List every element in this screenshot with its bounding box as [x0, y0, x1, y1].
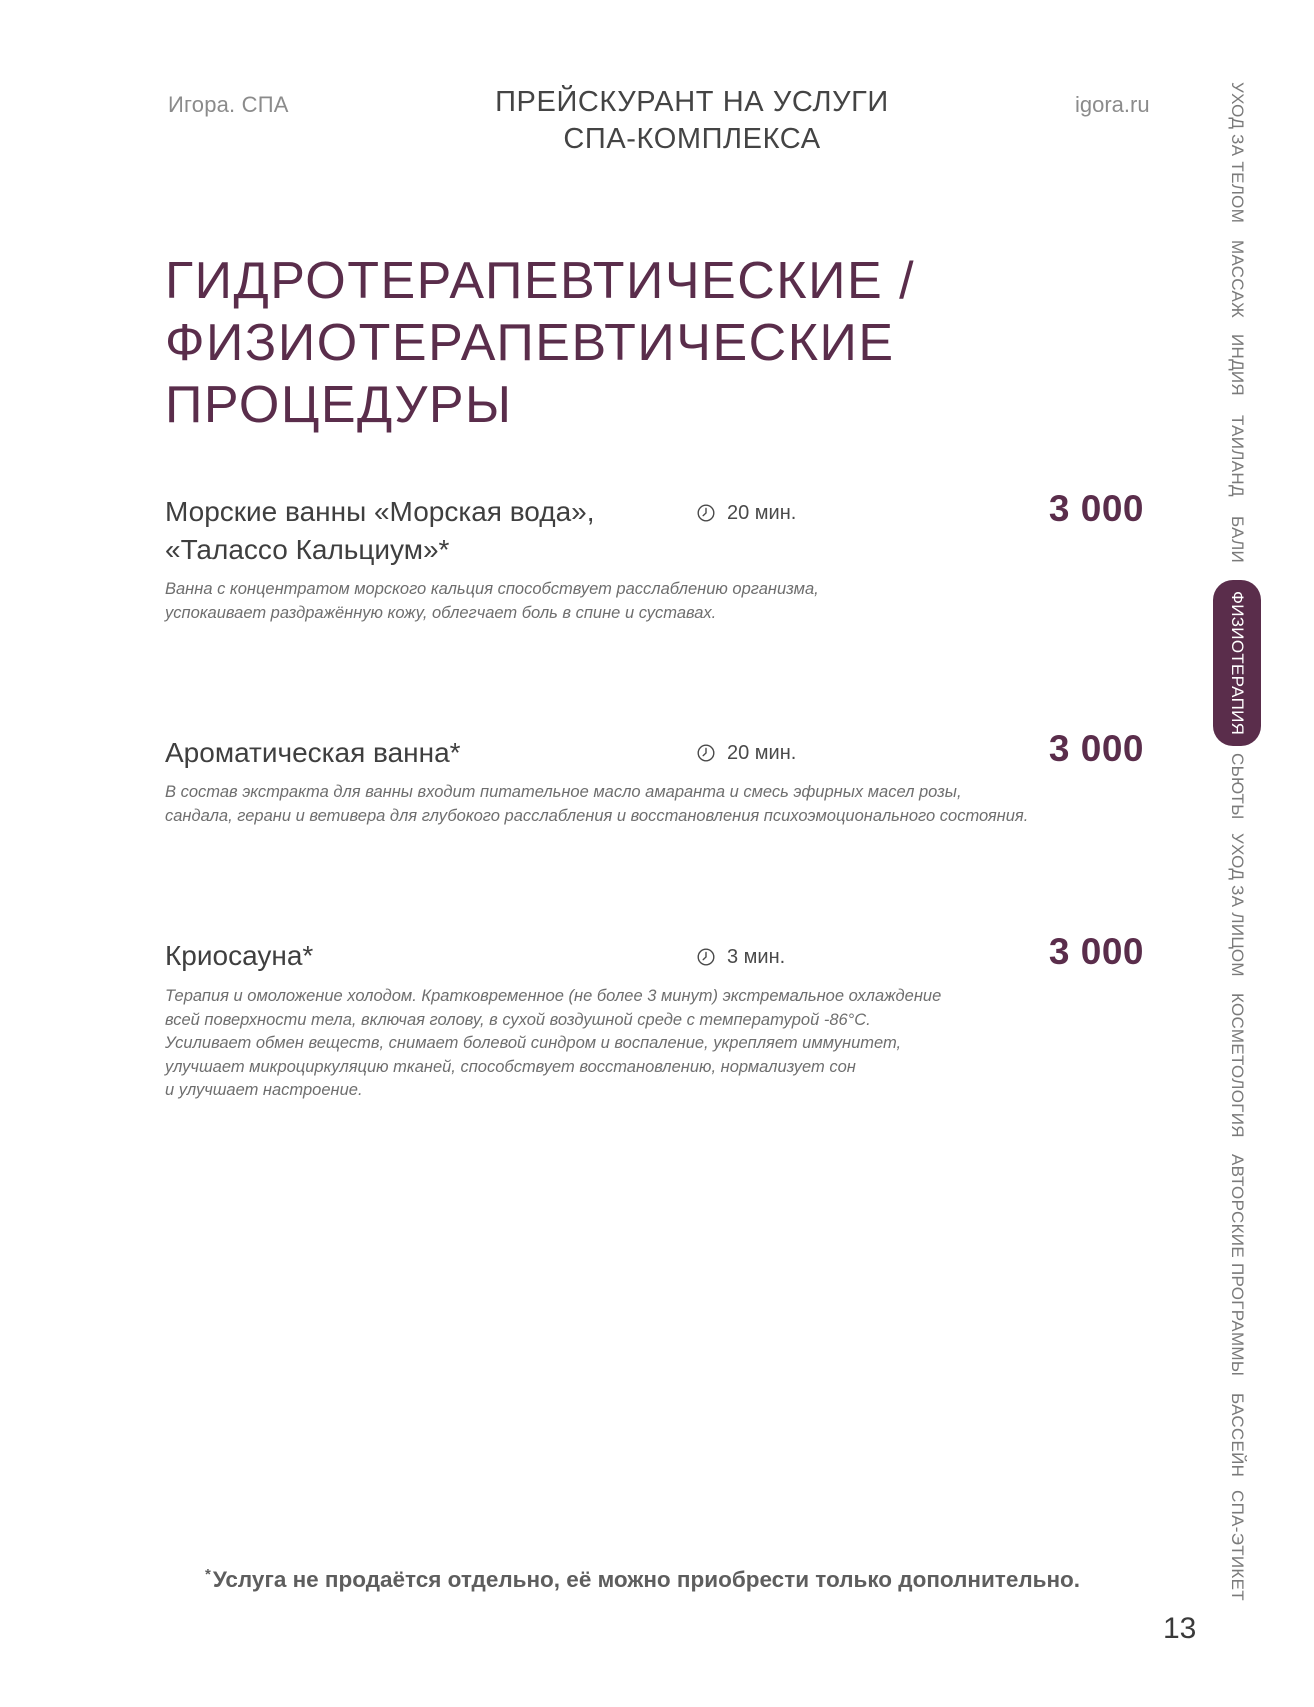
website-link[interactable]: igora.ru	[1075, 92, 1150, 117]
side-nav-item-massage[interactable]	[1213, 238, 1261, 320]
side-nav-item-body-care[interactable]	[1213, 78, 1261, 228]
side-nav-label: МАССАЖ	[1228, 239, 1247, 319]
side-nav-item-bali[interactable]	[1213, 512, 1261, 568]
service-description	[165, 781, 1085, 828]
footnote-mark: *	[205, 1566, 211, 1583]
side-nav-item-pool[interactable]	[1213, 1390, 1261, 1480]
side-nav	[1213, 78, 1261, 1638]
service-description	[165, 985, 1085, 1103]
service-description-line: улучшает микроциркуляцию тканей, способствует восстановлению, нормализует сон	[165, 1057, 856, 1076]
service-duration-text: 3 мин.	[727, 945, 786, 968]
section-title	[165, 250, 1065, 436]
side-nav-label: БАССЕЙН	[1228, 1392, 1247, 1478]
side-nav-label: ФИЗИОТЕРАПИЯ	[1228, 590, 1247, 736]
footnote	[205, 1566, 1115, 1593]
service-duration-text: 20 мин.	[727, 741, 797, 764]
service-duration	[697, 500, 796, 526]
page-title-line: СПА-КОМПЛЕКСА	[563, 123, 821, 155]
service-price: 3 000	[1048, 488, 1144, 529]
side-nav-label: УХОД ЗА ЛИЦОМ	[1228, 833, 1247, 977]
service-duration	[697, 740, 796, 766]
clock-icon	[697, 504, 715, 522]
service-name	[165, 734, 461, 772]
service-name	[165, 493, 595, 569]
side-nav-label: БАЛИ	[1228, 516, 1247, 564]
section-title-line: ФИЗИОТЕРАПЕВТИЧЕСКИЕ	[165, 314, 895, 372]
side-nav-label: КОСМЕТОЛОГИЯ	[1228, 992, 1247, 1138]
clock-icon	[697, 948, 715, 966]
service-name-line: Морские ванны «Морская вода»,	[165, 496, 595, 527]
side-nav-item-face-care[interactable]	[1213, 830, 1261, 980]
side-nav-item-physiotherapy[interactable]	[1213, 580, 1261, 746]
service-duration	[697, 944, 785, 970]
section-title-line: ПРОЦЕДУРЫ	[165, 376, 513, 434]
service-name	[165, 937, 313, 975]
side-nav-item-thailand[interactable]	[1213, 410, 1261, 502]
service-description-line: Усиливает обмен веществ, снимает болевой синдром и воспаление, укрепляет иммунитет,	[165, 1034, 902, 1052]
service-description-line: успокаивает раздражённую кожу, облегчает боль в спине и суставах.	[165, 603, 717, 622]
service-description-line: и улучшает настроение.	[165, 1081, 363, 1099]
side-nav-label: ИНДИЯ	[1228, 333, 1247, 396]
service-name-line: Ароматическая ванна*	[165, 737, 461, 768]
section-title-line: ГИДРОТЕРАПЕВТИЧЕСКИЕ /	[165, 252, 916, 310]
side-nav-item-spa-etiquette[interactable]	[1213, 1490, 1261, 1600]
clock-icon	[697, 744, 715, 762]
side-nav-item-cosmetology[interactable]	[1213, 990, 1261, 1140]
side-nav-label: СЬЮТЫ	[1228, 752, 1247, 820]
side-nav-label: АВТОРСКИЕ ПРОГРАММЫ	[1228, 1153, 1247, 1377]
side-nav-label: ТАИЛАНД	[1228, 415, 1247, 497]
service-name-line: «Талассо Кальциум»*	[165, 534, 450, 565]
service-price: 3 000	[1048, 931, 1144, 972]
service-price: 3 000	[1048, 728, 1144, 769]
service-description	[165, 578, 1085, 625]
side-nav-item-suites[interactable]	[1213, 753, 1261, 819]
service-description-line: Терапия и омоложение холодом. Кратковременное (не более 3 минут) экстремальное охлаждение	[165, 987, 942, 1005]
page-title	[440, 84, 944, 158]
side-nav-label: УХОД ЗА ТЕЛОМ	[1228, 82, 1247, 224]
service-description-line: Ванна с концентратом морского кальция способствует расслаблению организма,	[165, 580, 819, 598]
side-nav-label: СПА-ЭТИКЕТ	[1228, 1489, 1247, 1601]
page-number: 13	[1163, 1612, 1197, 1645]
service-duration-text: 20 мин.	[727, 501, 797, 524]
brand-name: Игора. СПА	[168, 92, 289, 117]
service-name-line: Криосауна*	[165, 940, 314, 971]
service-description-line: всей поверхности тела, включая голову, в сухой воздушной среде с температурой -86°С.	[165, 1010, 871, 1029]
service-description-line: В состав экстракта для ванны входит питательное масло амаранта и смесь эфирных масел розы,	[165, 783, 962, 801]
side-nav-item-author-programs[interactable]	[1213, 1150, 1261, 1380]
service-description-line: сандала, герани и ветивера для глубокого расслабления и восстановления психоэмоционального состояния.	[165, 806, 1029, 825]
footnote-text: Услуга не продаётся отдельно, её можно приобрести только дополнительно.	[212, 1567, 1081, 1592]
page-title-line: ПРЕЙСКУРАНТ НА УСЛУГИ	[495, 86, 889, 118]
side-nav-item-india[interactable]	[1213, 330, 1261, 400]
